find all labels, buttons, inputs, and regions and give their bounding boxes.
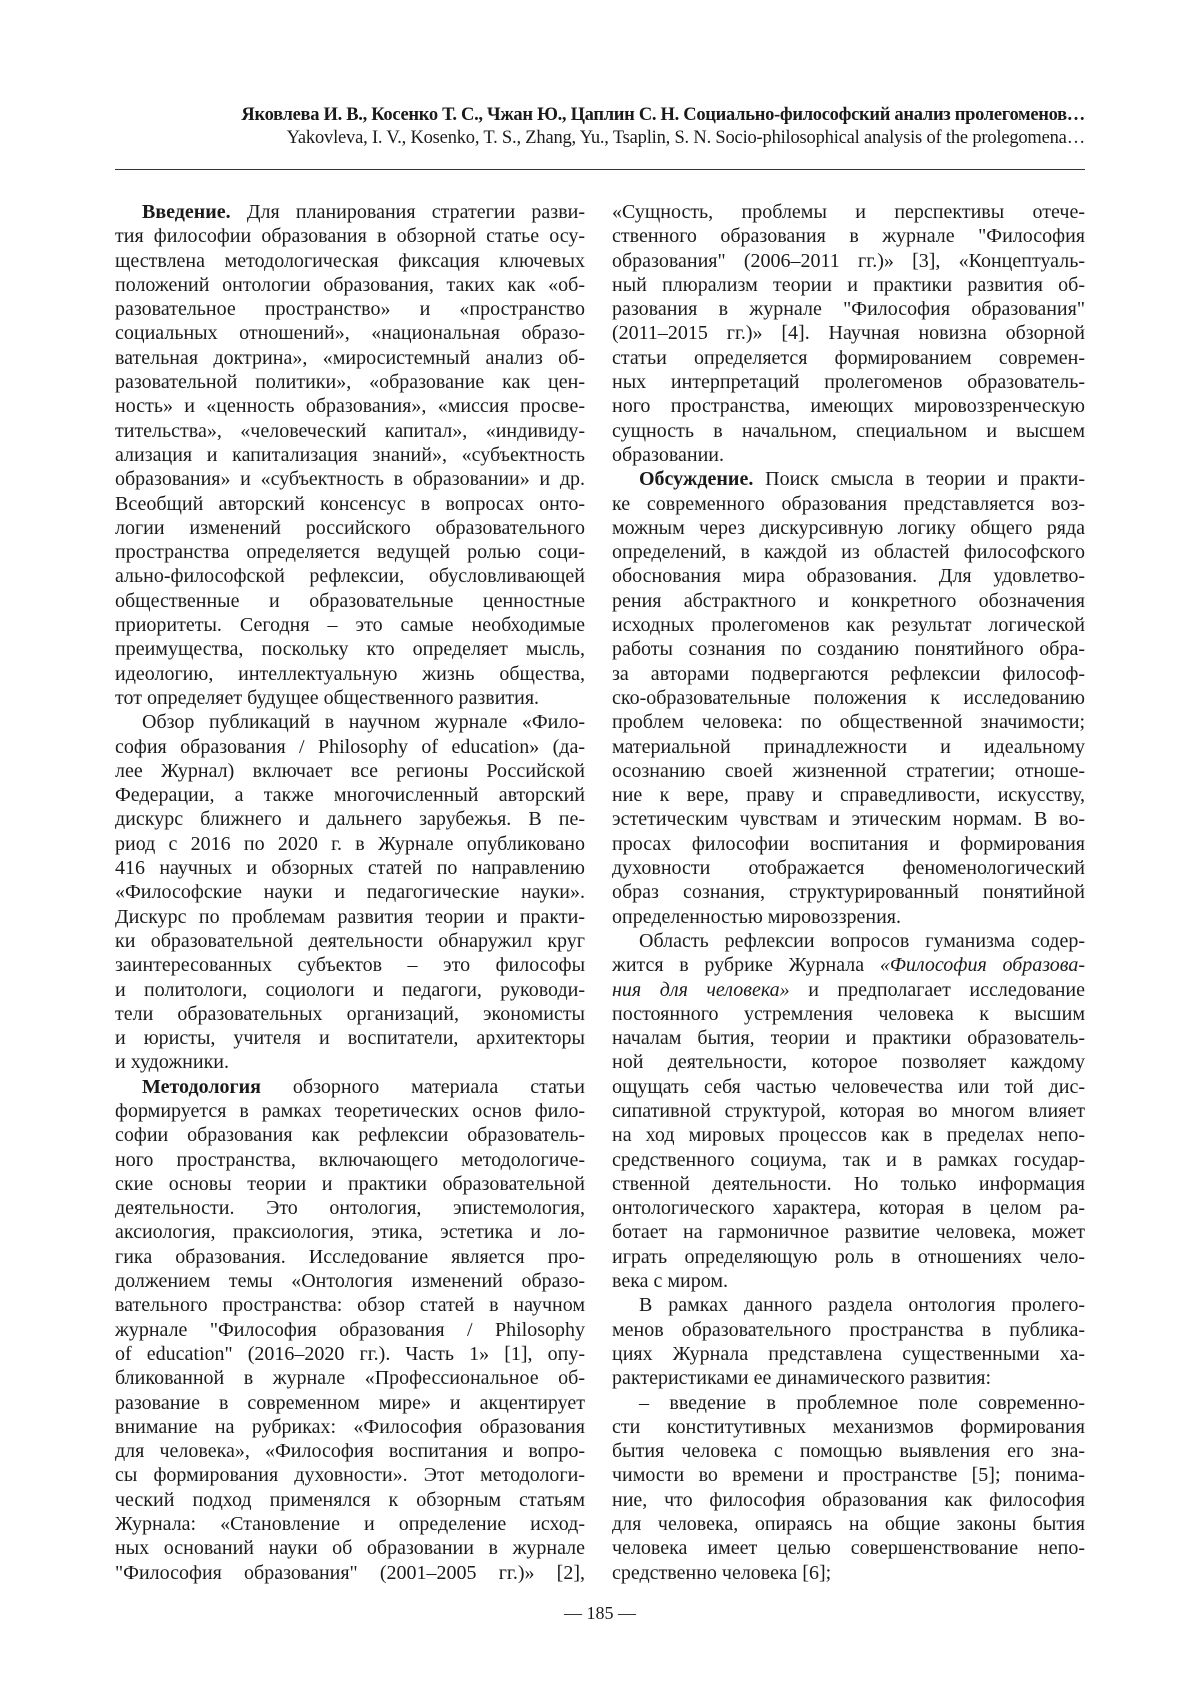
text-line: образовании. — [612, 443, 1085, 467]
text-line: Всеобщий авторский консенсус в вопросах онто- — [115, 492, 585, 516]
text-line: тот определяет будущее общественного развития. — [115, 686, 585, 710]
text-line: журнале "Философия образования / Philosophy — [115, 1318, 585, 1342]
page-number: — 185 — — [0, 1603, 1200, 1624]
text-line: приоритеты. Сегодня – это самые необходимые — [115, 613, 585, 637]
text-line: заинтересованных субъектов – это философы — [115, 953, 585, 977]
text-line: разование в современном мире» и акцентирует — [115, 1391, 585, 1415]
text-column-right — [612, 200, 1085, 1585]
text-line: работы сознания по созданию понятийного обра- — [612, 637, 1085, 661]
text-line: бликованной в журнале «Профессиональное об- — [115, 1366, 585, 1390]
text-line: преимущества, поскольку кто определяет мысль, — [115, 637, 585, 661]
text-line: аксиология, праксиология, этика, эстетика и ло- — [115, 1220, 585, 1244]
paragraph — [612, 467, 1085, 929]
text-line: ного пространства, включающего методологиче- — [115, 1148, 585, 1172]
text-line: Обзор публикаций в научном журнале «Фило- — [115, 710, 585, 734]
text-segment: обзорного материала статьи — [261, 1076, 585, 1098]
text-line: рения абстрактного и конкретного обозначения — [612, 589, 1085, 613]
text-line: Федерации, а также многочисленный авторский — [115, 783, 585, 807]
text-line — [612, 953, 1085, 977]
text-segment: Для планирования стратегии разви- — [231, 201, 585, 223]
text-line: чимости во времени и пространстве [5]; понима- — [612, 1463, 1085, 1487]
text-line: можным через дискурсивную логику общего ряда — [612, 516, 1085, 540]
italic-text: ния для человека» — [612, 979, 790, 1001]
text-line: ческий подход применялся к обзорным статьям — [115, 1488, 585, 1512]
text-line: ализация и капитализация знаний», «субъектность — [115, 443, 585, 467]
text-line: и художники. — [115, 1050, 585, 1074]
text-line — [115, 200, 585, 224]
text-line: ние, что философия образования как философия — [612, 1488, 1085, 1512]
text-line: за авторами подвергаются рефлексии философ- — [612, 662, 1085, 686]
text-line: ско-образовательные положения к исследованию — [612, 686, 1085, 710]
text-line: дискурс ближнего и дальнего зарубежья. В пе- — [115, 807, 585, 831]
text-line: ственного образования в журнале "Философия — [612, 224, 1085, 248]
paragraph — [115, 200, 585, 710]
italic-text: «Философия образова- — [880, 954, 1085, 976]
text-line: логии изменений российского образовательного — [115, 516, 585, 540]
text-line: лее Журнал) включает все регионы Российской — [115, 759, 585, 783]
text-line: идеологию, интеллектуальную жизнь общества, — [115, 662, 585, 686]
text-line: деятельности. Это онтология, эпистемология, — [115, 1196, 585, 1220]
text-line: общественные и образовательные ценностные — [115, 589, 585, 613]
text-line — [612, 978, 1085, 1002]
text-line: ных интерпретаций пролегоменов образователь- — [612, 370, 1085, 394]
text-line: должением темы «Онтология изменений образо- — [115, 1269, 585, 1293]
text-line: образования» и «субъектность в образовании» и др. — [115, 467, 585, 491]
text-line: тительства», «человеческий капитал», «индивиду- — [115, 419, 585, 443]
text-line: средственно человека [6]; — [612, 1561, 1085, 1585]
text-line: для человека», «Философия воспитания и вопро- — [115, 1439, 585, 1463]
text-line: сы формирования духовности». Этот методологи- — [115, 1463, 585, 1487]
text-line: средственного социума, так и в рамках государ- — [612, 1148, 1085, 1172]
paragraph — [115, 1075, 585, 1585]
text-line: определений, в каждой из областей философского — [612, 540, 1085, 564]
text-line: образования" (2006–2011 гг.)» [3], «Концептуаль- — [612, 249, 1085, 273]
text-line: циях Журнала представлена существенными ха- — [612, 1342, 1085, 1366]
paragraph — [612, 929, 1085, 1293]
text-line: формируется в рамках теоретических основ фило- — [115, 1099, 585, 1123]
text-line: Область рефлексии вопросов гуманизма содер- — [612, 929, 1085, 953]
text-line: риод с 2016 по 2020 г. в Журнале опубликовано — [115, 832, 585, 856]
text-line: века с миром. — [612, 1269, 1085, 1293]
text-line: рактеристиками ее динамического развития: — [612, 1366, 1085, 1390]
text-line: статьи определяется формированием современ- — [612, 346, 1085, 370]
text-segment: и предполагает исследование — [790, 979, 1085, 1001]
text-line: просах философии воспитания и формирования — [612, 832, 1085, 856]
text-line: ние к вере, праву и справедливости, искусству, — [612, 783, 1085, 807]
text-line: разовательное пространство» и «пространство — [115, 297, 585, 321]
text-line: эстетическим чувствам и этическим нормам. В во- — [612, 807, 1085, 831]
text-line: на ход мировых процессов как в пределах непо- — [612, 1123, 1085, 1147]
text-line: Дискурс по проблемам развития теории и практи- — [115, 905, 585, 929]
text-line: ке современного образования представляется воз- — [612, 492, 1085, 516]
text-line: ки образовательной деятельности обнаружил круг — [115, 929, 585, 953]
paragraph — [612, 200, 1085, 467]
running-header-ru: Яковлева И. В., Косенко Т. С., Чжан Ю., Цаплин С. Н. Социально-философский анализ пролегоменов… — [115, 105, 1085, 126]
text-segment: Поиск смысла в теории и практи- — [753, 468, 1085, 490]
text-line: и юристы, учителя и воспитатели, архитекторы — [115, 1026, 585, 1050]
text-line: ный плюрализм теории и практики развития об- — [612, 273, 1085, 297]
text-line: разования в журнале "Философия образования" — [612, 297, 1085, 321]
text-line: и политологи, социологи и педагоги, руководи- — [115, 978, 585, 1002]
text-line: осознанию своей жизненной стратегии; отноше- — [612, 759, 1085, 783]
text-line: ного пространства, имеющих мировоззренческую — [612, 394, 1085, 418]
text-line: гика образования. Исследование является про- — [115, 1245, 585, 1269]
text-line: обоснования мира образования. Для удовлетво- — [612, 564, 1085, 588]
paragraph — [612, 1391, 1085, 1585]
bold-heading-text: Введение. — [142, 201, 231, 223]
text-line: софия образования / Philosophy of education» (да- — [115, 735, 585, 759]
paragraph — [612, 1293, 1085, 1390]
text-line: исходных пролегоменов как результат логической — [612, 613, 1085, 637]
text-line: социальных отношений», «национальная образо- — [115, 321, 585, 345]
text-line: Журнала: «Становление и определение исход- — [115, 1512, 585, 1536]
text-line: ной деятельности, которое позволяет каждому — [612, 1050, 1085, 1074]
text-line: ботает на гармоничное развитие человека, может — [612, 1220, 1085, 1244]
text-line: ощущать себя частью человечества или той дис- — [612, 1075, 1085, 1099]
text-line: проблем человека: по общественной значимости; — [612, 710, 1085, 734]
text-line: внимание на рубриках: «Философия образования — [115, 1415, 585, 1439]
text-line: «Сущность, проблемы и перспективы отече- — [612, 200, 1085, 224]
text-line: вательного пространства: обзор статей в научном — [115, 1293, 585, 1317]
text-segment: жится в рубрике Журнала — [612, 954, 880, 976]
text-line: духовности отображается феноменологический — [612, 856, 1085, 880]
paragraph — [115, 710, 585, 1074]
text-line: тия философии образования в обзорной статье осу- — [115, 224, 585, 248]
text-line: положений онтологии образования, таких как «об- — [115, 273, 585, 297]
text-line: онтологического характера, которая в целом ра- — [612, 1196, 1085, 1220]
text-line: (2011–2015 гг.)» [4]. Научная новизна обзорной — [612, 321, 1085, 345]
text-line: ально-философской рефлексии, обусловливающей — [115, 564, 585, 588]
text-line: ществлена методологическая фиксация ключевых — [115, 249, 585, 273]
text-line: началам бытия, теории и практики образователь- — [612, 1026, 1085, 1050]
text-line: материальной принадлежности и идеальному — [612, 735, 1085, 759]
text-line: человека имеет целью совершенствование непо- — [612, 1536, 1085, 1560]
text-line: of education" (2016–2020 гг.). Часть 1» [1], опу- — [115, 1342, 585, 1366]
text-line: постоянного устремления человека к высшим — [612, 1002, 1085, 1026]
text-line: менов образовательного пространства в публика- — [612, 1318, 1085, 1342]
text-line: образ сознания, структурированный понятийной — [612, 880, 1085, 904]
text-line: играть определяющую роль в отношениях чело- — [612, 1245, 1085, 1269]
text-line: ных оснований науки об образовании в журнале — [115, 1536, 585, 1560]
text-line: ские основы теории и практики образовательной — [115, 1172, 585, 1196]
text-line — [115, 1075, 585, 1099]
text-line: тели образовательных организаций, экономисты — [115, 1002, 585, 1026]
text-line: сти конститутивных механизмов формирования — [612, 1415, 1085, 1439]
text-line: "Философия образования" (2001–2005 гг.)» [2], — [115, 1561, 585, 1585]
text-line: бытия человека с помощью выявления его зна- — [612, 1439, 1085, 1463]
bold-heading-text: Методология — [142, 1076, 261, 1098]
text-line: софии образования как рефлексии образователь- — [115, 1123, 585, 1147]
text-line: – введение в проблемное поле современно- — [612, 1391, 1085, 1415]
text-line: ственной деятельности. Но только информация — [612, 1172, 1085, 1196]
text-line: сущность в начальном, специальном и высшем — [612, 419, 1085, 443]
text-line: 416 научных и обзорных статей по направлению — [115, 856, 585, 880]
text-column-left — [115, 200, 585, 1585]
text-line: определенностью мировоззрения. — [612, 905, 1085, 929]
text-line: для человека, опираясь на общие законы бытия — [612, 1512, 1085, 1536]
text-line: сипативной структурой, которая во многом влияет — [612, 1099, 1085, 1123]
bold-heading-text: Обсуждение. — [639, 468, 753, 490]
text-line: пространства определяется ведущей ролью соци- — [115, 540, 585, 564]
header-divider — [115, 169, 1085, 170]
text-line: В рамках данного раздела онтология пролего- — [612, 1293, 1085, 1317]
text-line: вательная доктрина», «миросистемный анализ об- — [115, 346, 585, 370]
text-line: «Философские науки и педагогические науки». — [115, 880, 585, 904]
text-line — [612, 467, 1085, 491]
running-header-en: Yakovleva, I. V., Kosenko, T. S., Zhang, Yu., Tsaplin, S. N. Socio-philosophical analysis of the prolegomena… — [115, 128, 1085, 149]
text-line: ность» и «ценность образования», «миссия просве- — [115, 394, 585, 418]
text-line: разовательной политики», «образование как цен- — [115, 370, 585, 394]
